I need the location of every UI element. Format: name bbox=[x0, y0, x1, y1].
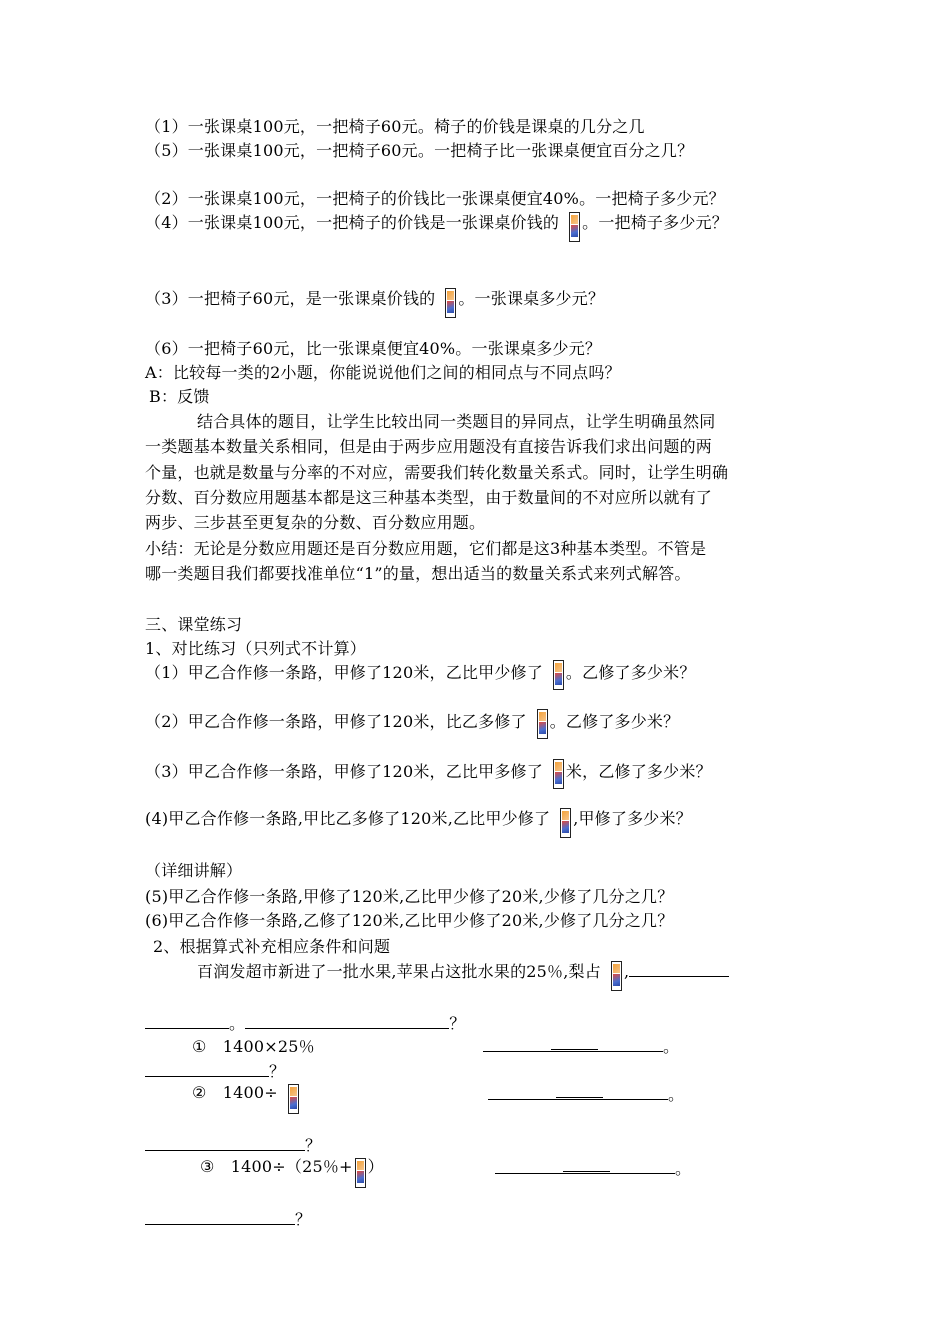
problem-2: （2）一张课桌100元，一把椅子的价钱比一张课桌便宜40%。一把椅子多少元？ bbox=[145, 189, 725, 208]
question-a: A：比较每一类的2小题，你能说说他们之间的相同点与不同点吗？ bbox=[145, 363, 621, 382]
formula-3-text: ③ 1400÷（25％+ bbox=[200, 1157, 353, 1176]
period-mark: 。 bbox=[675, 1159, 692, 1178]
story-problem-line-2 bbox=[145, 1012, 465, 1035]
practice-1-text: （1）甲乙合作修一条路，甲修了120米，乙比甲少修了 bbox=[145, 663, 543, 682]
fraction-image-icon bbox=[611, 961, 622, 991]
problem-4-text: （4）一张课桌100元，一把椅子的价钱是一张课桌价钱的 bbox=[145, 213, 560, 232]
formula-3-text-end: ） bbox=[367, 1157, 384, 1176]
fraction-image-icon bbox=[537, 709, 548, 739]
practice-4-text: (4)甲乙合作修一条路,甲比乙多修了120米,乙比甲少修了 bbox=[145, 809, 551, 828]
fraction-image-icon bbox=[560, 808, 571, 838]
paragraph-line: 两步、三步甚至更复杂的分数、百分数应用题。 bbox=[145, 513, 486, 532]
problem-1: （1）一张课桌100元，一把椅子60元。椅子的价钱是课桌的几分之几 bbox=[145, 117, 645, 136]
practice-3-text: （3）甲乙合作修一条路，甲修了120米，乙比甲多修了 bbox=[145, 762, 543, 781]
answer-blank[interactable] bbox=[495, 1158, 675, 1174]
summary-line: 小结：无论是分数应用题还是百分数应用题，它们都是这3种基本类型。不管是 bbox=[145, 539, 707, 558]
fraction-image-icon bbox=[445, 288, 456, 318]
subheading-2: 2、根据算式补充相应条件和问题 bbox=[153, 937, 391, 956]
answer-blank[interactable] bbox=[145, 1208, 295, 1225]
question-mark: ？ bbox=[269, 1062, 286, 1081]
paragraph-line: 分数、百分数应用题基本都是这三种基本类型，由于数量间的不对应所以就有了 bbox=[145, 488, 713, 507]
detail-note: （详细讲解） bbox=[145, 861, 243, 880]
answer-blank[interactable] bbox=[629, 960, 729, 977]
practice-1 bbox=[145, 660, 696, 690]
practice-2 bbox=[145, 709, 679, 739]
formula-3-answer bbox=[495, 1158, 691, 1180]
formula-3-question bbox=[145, 1208, 311, 1231]
practice-3-text-end: 米，乙修了多少米？ bbox=[565, 762, 712, 781]
formula-2-question bbox=[145, 1134, 321, 1157]
problem-4 bbox=[145, 212, 728, 242]
answer-blank[interactable] bbox=[488, 1084, 668, 1100]
period-mark: 。 bbox=[668, 1085, 685, 1104]
summary-line: 哪一类题目我们都要找准单位“1”的量，想出适当的数量关系式来列式解答。 bbox=[145, 564, 691, 583]
story-text: 百润发超市新进了一批水果,苹果占这批水果的25％,梨占 bbox=[197, 962, 601, 981]
fraction-image-icon bbox=[553, 660, 564, 690]
problem-3-text: （3）一把椅子60元，是一张课桌价钱的 bbox=[145, 289, 436, 308]
practice-2-text: （2）甲乙合作修一条路，甲修了120米，比乙多修了 bbox=[145, 712, 527, 731]
practice-3 bbox=[145, 759, 712, 789]
problem-6: （6）一把椅子60元，比一张课桌便宜40%。一张课桌多少元？ bbox=[145, 339, 602, 358]
period-mark: 。 bbox=[229, 1014, 246, 1033]
problem-3-text-end: 。一张课桌多少元？ bbox=[458, 289, 605, 308]
problem-3 bbox=[145, 288, 604, 318]
section-heading: 三、课堂练习 bbox=[145, 615, 243, 634]
practice-5: (5)甲乙合作修一条路,甲修了120米,乙比甲少修了20米,少修了几分之几？ bbox=[145, 887, 674, 906]
practice-4-text-end: ,甲修了多少米？ bbox=[573, 809, 692, 828]
problem-5: （5）一张课桌100元，一把椅子60元。一把椅子比一张课桌便宜百分之几？ bbox=[145, 141, 694, 160]
fraction-image-icon bbox=[569, 212, 580, 242]
practice-2-text-end: 。乙修了多少米？ bbox=[549, 712, 680, 731]
feedback-b: B：反馈 bbox=[149, 387, 210, 406]
story-problem bbox=[197, 960, 729, 991]
subheading-1: 1、对比练习（只列式不计算） bbox=[145, 639, 366, 658]
answer-blank[interactable] bbox=[483, 1036, 663, 1052]
answer-blank[interactable] bbox=[245, 1012, 449, 1029]
practice-4 bbox=[145, 808, 692, 838]
formula-1: ① 1400×25％ bbox=[192, 1037, 315, 1056]
story-comma: , bbox=[623, 962, 630, 981]
paragraph-line: 个量，也就是数量与分率的不对应，需要我们转化数量关系式。同时，让学生明确 bbox=[145, 463, 729, 482]
paragraph-line: 一类题基本数量关系相同，但是由于两步应用题没有直接告诉我们求出问题的两 bbox=[145, 437, 713, 456]
practice-1-text-end: 。乙修了多少米？ bbox=[565, 663, 696, 682]
formula-1-answer bbox=[483, 1036, 679, 1058]
question-mark: ？ bbox=[305, 1136, 322, 1155]
fraction-image-icon bbox=[355, 1158, 366, 1188]
fraction-image-icon bbox=[553, 759, 564, 789]
question-mark: ？ bbox=[449, 1014, 466, 1033]
problem-4-text-end: 。一把椅子多少元？ bbox=[582, 213, 728, 232]
practice-6: (6)甲乙合作修一条路,乙修了120米,乙比甲少修了20米,少修了几分之几？ bbox=[145, 911, 674, 930]
answer-blank[interactable] bbox=[145, 1012, 229, 1029]
formula-2-text: ② 1400÷ bbox=[192, 1083, 278, 1102]
fraction-image-icon bbox=[288, 1084, 299, 1114]
formula-3 bbox=[200, 1156, 384, 1188]
paragraph-line: 结合具体的题目，让学生比较出同一类题目的异同点，让学生明确虽然同 bbox=[197, 412, 716, 431]
answer-blank[interactable] bbox=[145, 1060, 269, 1077]
question-mark: ？ bbox=[295, 1210, 312, 1229]
formula-2-answer bbox=[488, 1084, 684, 1106]
period-mark: 。 bbox=[663, 1037, 680, 1056]
answer-blank[interactable] bbox=[145, 1134, 305, 1151]
formula-1-question bbox=[145, 1060, 285, 1083]
formula-2 bbox=[192, 1082, 301, 1114]
